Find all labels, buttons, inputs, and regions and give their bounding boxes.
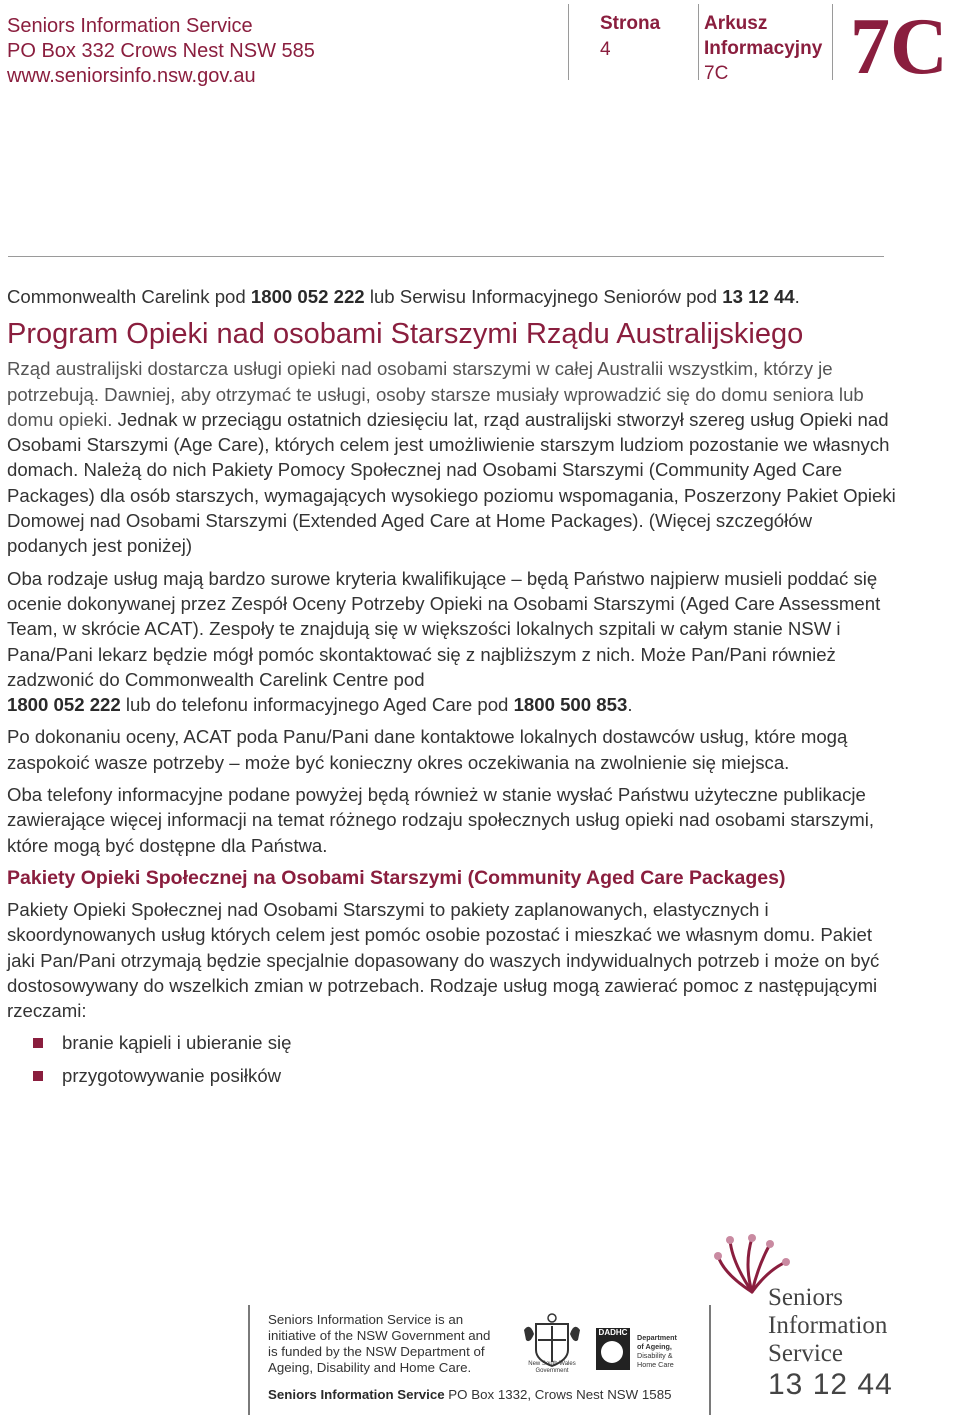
seniors-phone: 13 12 44 xyxy=(722,286,795,307)
header-divider xyxy=(698,4,699,80)
footer-line: initiative of the NSW Government and xyxy=(268,1328,491,1343)
footer-address-text: PO Box 1332, Crows Nest NSW 1585 xyxy=(444,1387,672,1402)
carelink-phone: 1800 052 222 xyxy=(250,286,365,307)
paragraph-text: lub do telefonu informacyjnego Aged Care pod xyxy=(120,694,514,716)
crest-caption-line: New South Wales xyxy=(528,1361,576,1367)
intro-text: lub Serwisu Informacyjnego Seniorów pod xyxy=(364,286,723,307)
intro-text: . xyxy=(794,286,800,307)
org-name: Seniors Information Service xyxy=(7,15,253,37)
sheet-id: 7C xyxy=(704,63,729,84)
intro-paragraph xyxy=(7,284,897,309)
page-label: Strona xyxy=(600,13,661,34)
logo-line: Service xyxy=(768,1340,843,1367)
department-line: Home Care xyxy=(637,1360,674,1369)
org-website: www.seniorsinfo.nsw.gov.au xyxy=(7,65,256,87)
footer-address-name: Seniors Information Service xyxy=(268,1387,445,1402)
department-line: Disability & xyxy=(637,1351,673,1360)
header-divider xyxy=(568,4,569,80)
footer-divider xyxy=(709,1305,711,1415)
document-body xyxy=(7,284,897,1096)
header-divider xyxy=(832,4,833,80)
department-name xyxy=(637,1333,697,1369)
intro-text: Commonwealth Carelink pod xyxy=(7,286,251,307)
sheet-big-id: 7C xyxy=(850,3,948,91)
sheet-label-line2: Informacyjny xyxy=(704,38,823,59)
section-paragraph-1 xyxy=(7,356,897,558)
crest-caption xyxy=(520,1361,584,1375)
section-paragraph-4: Oba telefony informacyjne podane powyżej będą również w stanie wysłać Państwu użyteczne publikacje zawierające więcej informacji na temat różnego rodzaju społecznych usług opieki nad osobami starszymi, które mogą być dostępne dla Państwa. xyxy=(7,784,875,856)
logo-phone: 13 12 44 xyxy=(768,1368,893,1401)
header-organisation xyxy=(7,14,315,89)
carelink-phone: 1800 052 222 xyxy=(7,694,121,716)
aged-care-phone: 1800 500 853 xyxy=(513,694,628,716)
dadhc-circle-icon xyxy=(601,1341,623,1363)
department-line: Department xyxy=(637,1333,677,1342)
sheet-indicator xyxy=(704,11,822,86)
paragraph-text: . xyxy=(627,694,633,716)
dadhc-label: DADHC xyxy=(598,1328,628,1337)
square-bullet-icon xyxy=(33,1071,43,1081)
list-item-text: przygotowywanie posiłków xyxy=(62,1065,282,1087)
logo-wordmark xyxy=(768,1284,887,1368)
section-heading: Program Opieki nad osobami Starszymi Rządu Australijskiego xyxy=(7,318,804,351)
logo-line: Seniors xyxy=(768,1284,843,1311)
header-rule xyxy=(8,256,884,257)
service-list xyxy=(7,1030,897,1088)
footer-line: Ageing, Disability and Home Care. xyxy=(268,1360,472,1375)
list-item xyxy=(7,1030,897,1055)
crest-caption-line: Government xyxy=(535,1368,569,1374)
department-line: of Ageing, xyxy=(637,1342,672,1351)
section-paragraph-2 xyxy=(7,566,897,718)
square-bullet-icon xyxy=(33,1038,43,1048)
subsection-heading: Pakiety Opieki Społecznej na Osobami Starszymi (Community Aged Care Packages) xyxy=(7,866,786,889)
page-number: 4 xyxy=(600,39,611,60)
footer-address xyxy=(268,1387,672,1402)
paragraph-text: Jednak w przeciągu ostatnich dziesięciu lat, rząd australijski stworzył szereg usług Opieki nad Osobami Starszymi (Age Care), których celem jest umożliwienie starszym ludziom pozostanie we własnych domach. Należą do nich Pakiety Pomocy Społecznej nad Osobami Starszymi (Community Aged Care Packages) dla osób starszych, wymagających wysokiego poziomu wspomagania, Poszerzony Pakiet Opieki Domowej nad Osobami Starszymi (Extended Aged Care at Home Packages). (Więcej szczegółów podanych jest poniżej) xyxy=(7,408,896,557)
logo-line: Information xyxy=(768,1312,888,1339)
page-indicator xyxy=(600,11,660,63)
footer-line: is funded by the NSW Department of xyxy=(268,1344,485,1359)
list-item-text: branie kąpieli i ubieranie się xyxy=(62,1032,292,1054)
footer-divider xyxy=(248,1305,250,1415)
footer-initiative xyxy=(268,1312,508,1376)
org-address: PO Box 332 Crows Nest NSW 585 xyxy=(7,40,315,62)
subsection-paragraph: Pakiety Opieki Społecznej nad Osobami Starszymi to pakiety zaplanowanych, elastycznych i skoordynowanych usług których celem jest pomóc osobie pozostać i mieszkać we własnym domu. Pakiet jaki Pan/Pani otrzymają będzie specjalnie dopasowany do waszych indywidualnych potrzeb i może on być dostosowywany do wszelkich zmian w potrzebach. Rodzaje usług mogą zawierać pomoc z następującymi rzeczami: xyxy=(7,898,880,1022)
paragraph-text: Oba rodzaje usług mają bardzo surowe kryteria kwalifikujące – będą Państwo najpierw musieli poddać się ocenie dokonywanej przez Zespół Oceny Potrzeby Opieki na Osobami Starszymi (Aged Care Assessment Team, w skrócie ACAT). Zespoły te znajdują się w większości lokalnych szpitali w całym stanie NSW i Pana/Pani lekarz będzie mógł pomóc skontaktować się z najbliższym z nich. Może Pan/Pani również zadzwonić do Commonwealth Carelink Centre pod xyxy=(7,567,881,690)
list-item xyxy=(7,1063,897,1088)
paragraph-text: Rząd australijski dostarcza usługi opieki nad osobami starszymi w całej Australii wszystkim, którzy je potrzebują. Dawniej, aby otrzymać te usługi, osoby starsze musiały wprowadzić się do domu seniora lub domu opieki. xyxy=(7,358,864,430)
sheet-label-line1: Arkusz xyxy=(704,13,768,34)
section-paragraph-3: Po dokonaniu oceny, ACAT poda Panu/Pani dane kontaktowe lokalnych dostawców usług, które mogą zaspokoić wasze potrzeby – może być konieczny okres oczekiwania na zwolnienie się miejsca. xyxy=(7,726,848,773)
footer-line: Seniors Information Service is an xyxy=(268,1312,464,1327)
